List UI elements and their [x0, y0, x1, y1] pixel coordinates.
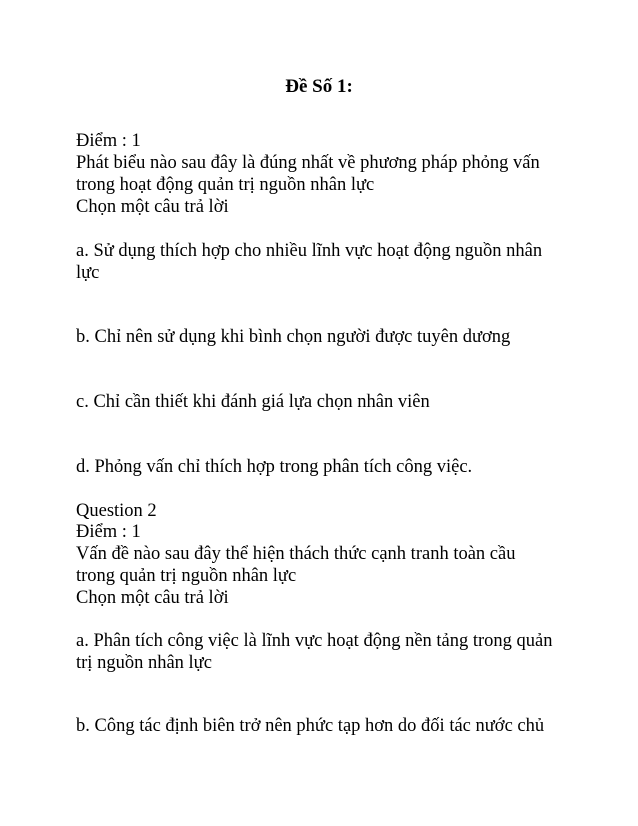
q1-instruction: Chọn một câu trả lời [76, 197, 229, 217]
q2-text-line2: trong quản trị nguồn nhân lực [76, 566, 297, 586]
q2-score: Điểm : 1 [76, 522, 141, 542]
q1-option-b: b. Chỉ nên sử dụng khi bình chọn người được tuyên dương [76, 327, 511, 347]
q2-instruction: Chọn một câu trả lời [76, 588, 229, 608]
q2-text-line1: Vấn đề nào sau đây thể hiện thách thức cạnh tranh toàn cầu [76, 544, 516, 564]
q2-option-a-line2: trị nguồn nhân lực [76, 653, 212, 673]
q1-option-a-line1: a. Sử dụng thích hợp cho nhiều lĩnh vực hoạt động nguồn nhân [76, 241, 543, 261]
q2-heading: Question 2 [76, 501, 157, 521]
q1-text-line1: Phát biểu nào sau đây là đúng nhất về phương pháp phỏng vấn [76, 153, 540, 173]
q1-option-a-line2: lực [76, 263, 100, 283]
q1-option-d: d. Phỏng vấn chỉ thích hợp trong phân tích công việc. [76, 457, 473, 477]
q2-option-b: b. Công tác định biên trở nên phức tạp hơn do đối tác nước chủ [76, 716, 545, 736]
q1-score: Điểm : 1 [76, 131, 141, 151]
q1-text-line2: trong hoạt động quản trị nguồn nhân lực [76, 175, 375, 195]
q1-option-c: c. Chỉ cần thiết khi đánh giá lựa chọn nhân viên [76, 392, 430, 412]
document-title: Đề Số 1: [285, 76, 353, 97]
q2-option-a-line1: a. Phân tích công việc là lĩnh vực hoạt động nền tảng trong quản [76, 631, 553, 651]
